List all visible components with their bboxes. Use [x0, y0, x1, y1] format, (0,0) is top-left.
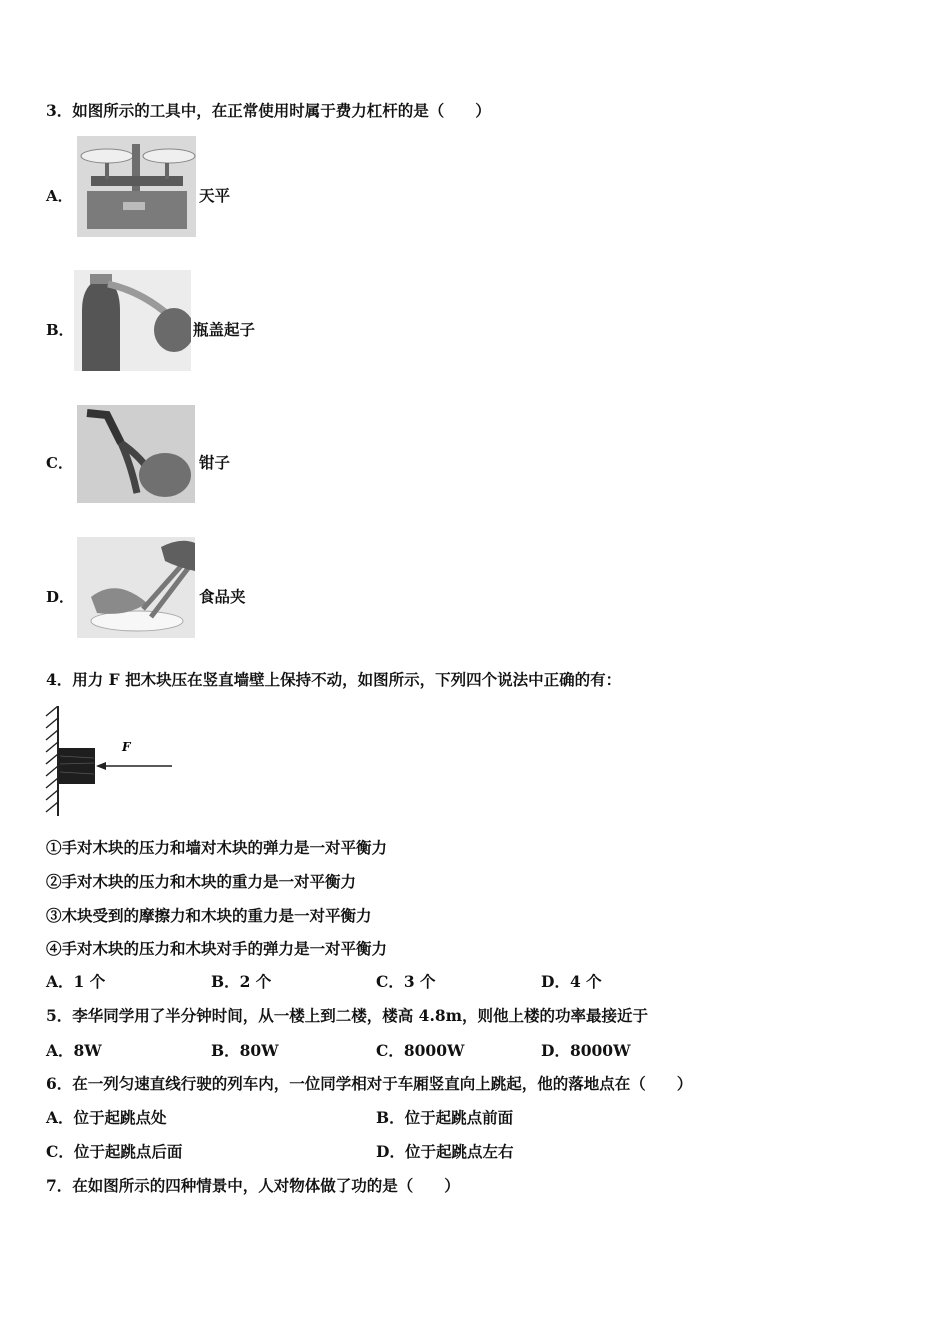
q6-stem: 6．在一列匀速直线行驶的列车内，一位同学相对于车厢竖直向上跳起，他的落地点在（ ）	[46, 1074, 693, 1093]
q4-statement-1: ①手对木块的压力和墙对木块的弹力是一对平衡力	[46, 838, 388, 857]
q6-option-a: A．位于起跳点处	[46, 1108, 167, 1127]
q3-option-d-text: 食品夹	[199, 587, 246, 606]
food-tongs-image	[77, 537, 195, 638]
q5-option-c: C．8000W	[376, 1041, 465, 1060]
q3-option-d-label: D．	[46, 588, 75, 606]
q4-stem: 4．用力 F 把木块压在竖直墙壁上保持不动，如图所示，下列四个说法中正确的有：	[46, 670, 622, 689]
q4-option-d: D．4 个	[541, 972, 602, 991]
force-f-label: F	[122, 740, 131, 754]
q6-option-d: D．位于起跳点左右	[376, 1142, 514, 1161]
q3-option-b-label: B．	[46, 321, 74, 339]
bottle-opener-image	[74, 270, 191, 371]
q6-option-b: B．位于起跳点前面	[376, 1108, 514, 1127]
q4-option-c: C．3 个	[376, 972, 436, 991]
q5-option-d: D．8000W	[541, 1041, 631, 1060]
q3-option-a-label: A．	[46, 187, 73, 205]
q4-statement-4: ④手对木块的压力和木块对手的弹力是一对平衡力	[46, 939, 388, 958]
q5-option-b: B．80W	[211, 1041, 279, 1060]
q7-stem: 7．在如图所示的四种情景中，人对物体做了功的是（ ）	[46, 1176, 460, 1195]
q4-statement-2: ②手对木块的压力和木块的重力是一对平衡力	[46, 872, 357, 891]
q3-option-a-text: 天平	[199, 186, 231, 205]
q3-option-c-text: 钳子	[199, 453, 231, 472]
balance-scale-image	[77, 136, 196, 237]
q3-stem: 3．如图所示的工具中，在正常使用时属于费力杠杆的是（ ）	[46, 101, 491, 120]
q5-option-a: A．8W	[46, 1041, 102, 1060]
q6-option-c: C．位于起跳点后面	[46, 1142, 183, 1161]
q5-stem: 5．李华同学用了半分钟时间，从一楼上到二楼，楼高 4.8m，则他上楼的功率最接近于	[46, 1006, 649, 1025]
q3-option-c-label: C．	[46, 454, 73, 472]
q4-statement-3: ③木块受到的摩擦力和木块的重力是一对平衡力	[46, 906, 372, 925]
wall-block-force-diagram	[44, 706, 176, 818]
q3-option-b-text: 瓶盖起子	[193, 320, 256, 339]
q4-option-a: A．1 个	[46, 972, 106, 991]
q4-option-b: B．2 个	[211, 972, 272, 991]
pliers-image	[77, 405, 195, 503]
